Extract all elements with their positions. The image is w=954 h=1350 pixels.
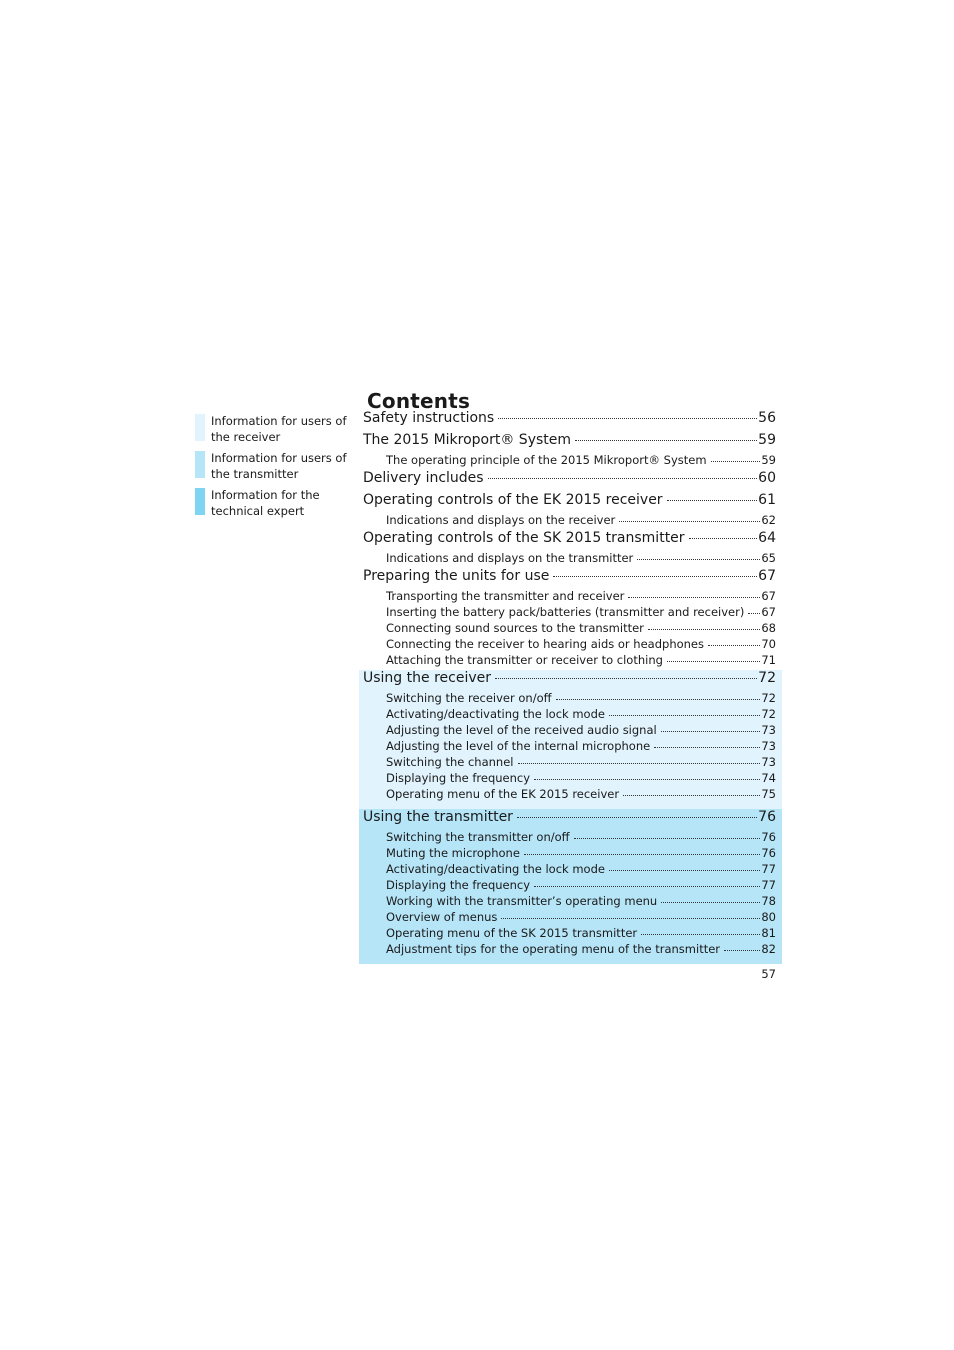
toc-subentry[interactable] (359, 926, 782, 942)
toc-subentry[interactable] (359, 723, 782, 739)
toc-entry-title: Connecting the receiver to hearing aids or headphones (386, 637, 705, 651)
toc-page-number: 76 (761, 830, 776, 844)
toc-section (359, 530, 782, 568)
dot-leader (498, 418, 757, 419)
toc-subentry[interactable] (359, 878, 782, 894)
toc-entry[interactable] (359, 670, 782, 691)
toc-subentry[interactable] (359, 787, 782, 803)
toc-entry-title: Adjusting the level of the received audio signal (386, 723, 657, 737)
toc-page-number: 70 (761, 637, 776, 651)
dot-leader (708, 645, 760, 646)
toc-entry-title: Using the transmitter (363, 809, 513, 825)
dot-leader (711, 461, 761, 462)
toc-page-number: 60 (758, 470, 776, 486)
toc-subentry[interactable] (359, 894, 782, 910)
toc-subentry[interactable] (359, 846, 782, 862)
toc-subentry[interactable] (359, 621, 782, 637)
toc-page-number: 75 (761, 787, 776, 801)
dot-leader (628, 597, 760, 598)
dot-leader (495, 678, 757, 679)
toc-page-number: 71 (761, 653, 776, 667)
legend-swatch (195, 488, 205, 515)
toc-page-number: 72 (761, 691, 776, 705)
legend-item-receiver (195, 413, 355, 445)
dot-leader (524, 854, 760, 855)
toc-entry[interactable] (359, 568, 782, 589)
legend-item-technical-expert (195, 487, 355, 519)
toc-page-number: 56 (758, 410, 776, 426)
toc-page-number: 77 (761, 878, 776, 892)
dot-leader (517, 817, 757, 818)
toc-entry-title: Using the receiver (363, 670, 491, 686)
toc-section (359, 809, 782, 964)
toc-page-number: 59 (761, 453, 776, 467)
toc-entry-title: Operating menu of the EK 2015 receiver (386, 787, 620, 801)
toc-entry[interactable] (359, 492, 782, 513)
toc-entry-title: Adjusting the level of the internal microphone (386, 739, 651, 753)
dot-leader (748, 613, 760, 614)
toc-subentry[interactable] (359, 755, 782, 771)
toc-entry[interactable] (359, 470, 782, 491)
toc-subentry[interactable] (359, 771, 782, 787)
dot-leader (501, 918, 760, 919)
toc-entry-title: Displaying the frequency (386, 878, 531, 892)
page-number: 57 (761, 967, 776, 981)
toc-subentry[interactable] (359, 862, 782, 878)
toc-subentry[interactable] (359, 453, 782, 469)
toc-entry-title: Adjustment tips for the operating menu of the transmitter (386, 942, 721, 956)
toc-entry-title: Operating menu of the SK 2015 transmitter (386, 926, 638, 940)
toc-page-number: 76 (761, 846, 776, 860)
toc-section (359, 568, 782, 670)
toc-page-number: 74 (761, 771, 776, 785)
toc-entry-title: Indications and displays on the transmitter (386, 551, 634, 565)
dot-leader (724, 950, 760, 951)
toc-entry-title: Safety instructions (363, 410, 495, 426)
dot-leader (609, 870, 760, 871)
toc-section (359, 670, 782, 809)
toc-subentry[interactable] (359, 637, 782, 653)
dot-leader (619, 521, 760, 522)
toc-page-number: 73 (761, 739, 776, 753)
dot-leader (534, 779, 760, 780)
toc-page-number: 59 (758, 432, 776, 448)
toc-subentry[interactable] (359, 589, 782, 605)
color-legend (195, 413, 355, 524)
toc-subentry[interactable] (359, 830, 782, 846)
dot-leader (556, 699, 761, 700)
dot-leader (574, 838, 761, 839)
dot-leader (689, 538, 758, 539)
dot-leader (654, 747, 760, 748)
toc-entry-title: Operating controls of the SK 2015 transmitter (363, 530, 685, 546)
dot-leader (623, 795, 760, 796)
toc-page-number: 62 (761, 513, 776, 527)
toc-entry-title: Switching the channel (386, 755, 514, 769)
toc-entry-title: Switching the transmitter on/off (386, 830, 570, 844)
dot-leader (534, 886, 760, 887)
dot-leader (637, 559, 760, 560)
legend-text: Information for users of the receiver (211, 414, 347, 444)
toc-entry[interactable] (359, 410, 782, 431)
toc-page-number: 65 (761, 551, 776, 565)
toc-entry-title: The 2015 Mikroport® System (363, 432, 572, 448)
toc-entry[interactable] (359, 530, 782, 551)
legend-item-transmitter (195, 450, 355, 482)
toc-page-number: 81 (761, 926, 776, 940)
toc-page-number: 73 (761, 723, 776, 737)
toc-page-number: 64 (758, 530, 776, 546)
toc-page-number: 77 (761, 862, 776, 876)
toc-page-number: 82 (761, 942, 776, 956)
toc-section (359, 492, 782, 530)
legend-text: Information for the technical expert (211, 488, 320, 518)
dot-leader (667, 661, 760, 662)
toc-subentry[interactable] (359, 513, 782, 529)
toc-entry-title: Preparing the units for use (363, 568, 550, 584)
toc-page-number: 76 (758, 809, 776, 825)
dot-leader (667, 500, 758, 501)
toc-page-number: 78 (761, 894, 776, 908)
toc-entry-title: Attaching the transmitter or receiver to clothing (386, 653, 663, 667)
toc-subentry[interactable] (359, 942, 782, 958)
toc-section (359, 470, 782, 492)
dot-leader (648, 629, 760, 630)
dot-leader (488, 478, 758, 479)
toc-entry-title: Activating/deactivating the lock mode (386, 707, 605, 721)
legend-swatch (195, 451, 205, 478)
toc-page-number: 72 (761, 707, 776, 721)
toc-subentry[interactable] (359, 739, 782, 755)
toc-subentry[interactable] (359, 653, 782, 669)
dot-leader (661, 731, 761, 732)
toc-subentry[interactable] (359, 707, 782, 723)
toc-entry[interactable] (359, 432, 782, 453)
toc-entry-title: Displaying the frequency (386, 771, 531, 785)
toc-page-number: 61 (758, 492, 776, 508)
toc-page-number: 67 (758, 568, 776, 584)
toc-subentry[interactable] (359, 691, 782, 707)
dot-leader (661, 902, 760, 903)
toc-entry-title: Muting the microphone (386, 846, 520, 860)
dot-leader (641, 934, 760, 935)
toc-entry-title: The operating principle of the 2015 Mikroport® System (386, 453, 707, 467)
legend-text: Information for users of the transmitter (211, 451, 347, 481)
toc-entry-title: Switching the receiver on/off (386, 691, 552, 705)
toc-entry-title: Working with the transmitter’s operating menu (386, 894, 658, 908)
toc-entry[interactable] (359, 809, 782, 830)
dot-leader (553, 576, 757, 577)
toc-page-number: 80 (761, 910, 776, 924)
dot-leader (575, 440, 757, 441)
toc-page-number: 73 (761, 755, 776, 769)
toc-page-number: 72 (758, 670, 776, 686)
legend-swatch (195, 414, 205, 441)
toc-section (359, 410, 782, 432)
page-title: Contents (367, 389, 471, 414)
toc-subentry[interactable] (359, 605, 782, 621)
toc-page-number: 67 (761, 605, 776, 619)
toc-subentry[interactable] (359, 910, 782, 926)
toc-entry-title: Indications and displays on the receiver (386, 513, 616, 527)
toc-entry-title: Inserting the battery pack/batteries (transmitter and receiver) (386, 605, 745, 619)
dot-leader (518, 763, 761, 764)
dot-leader (609, 715, 760, 716)
toc-page-number: 67 (761, 589, 776, 603)
toc-section (359, 432, 782, 470)
toc-page-number: 68 (761, 621, 776, 635)
table-of-contents (359, 410, 782, 964)
toc-entry-title: Overview of menus (386, 910, 498, 924)
toc-entry-title: Operating controls of the EK 2015 receiver (363, 492, 663, 508)
toc-entry-title: Connecting sound sources to the transmitter (386, 621, 644, 635)
toc-entry-title: Activating/deactivating the lock mode (386, 862, 605, 876)
toc-entry-title: Transporting the transmitter and receiver (386, 589, 625, 603)
toc-entry-title: Delivery includes (363, 470, 484, 486)
toc-subentry[interactable] (359, 551, 782, 567)
